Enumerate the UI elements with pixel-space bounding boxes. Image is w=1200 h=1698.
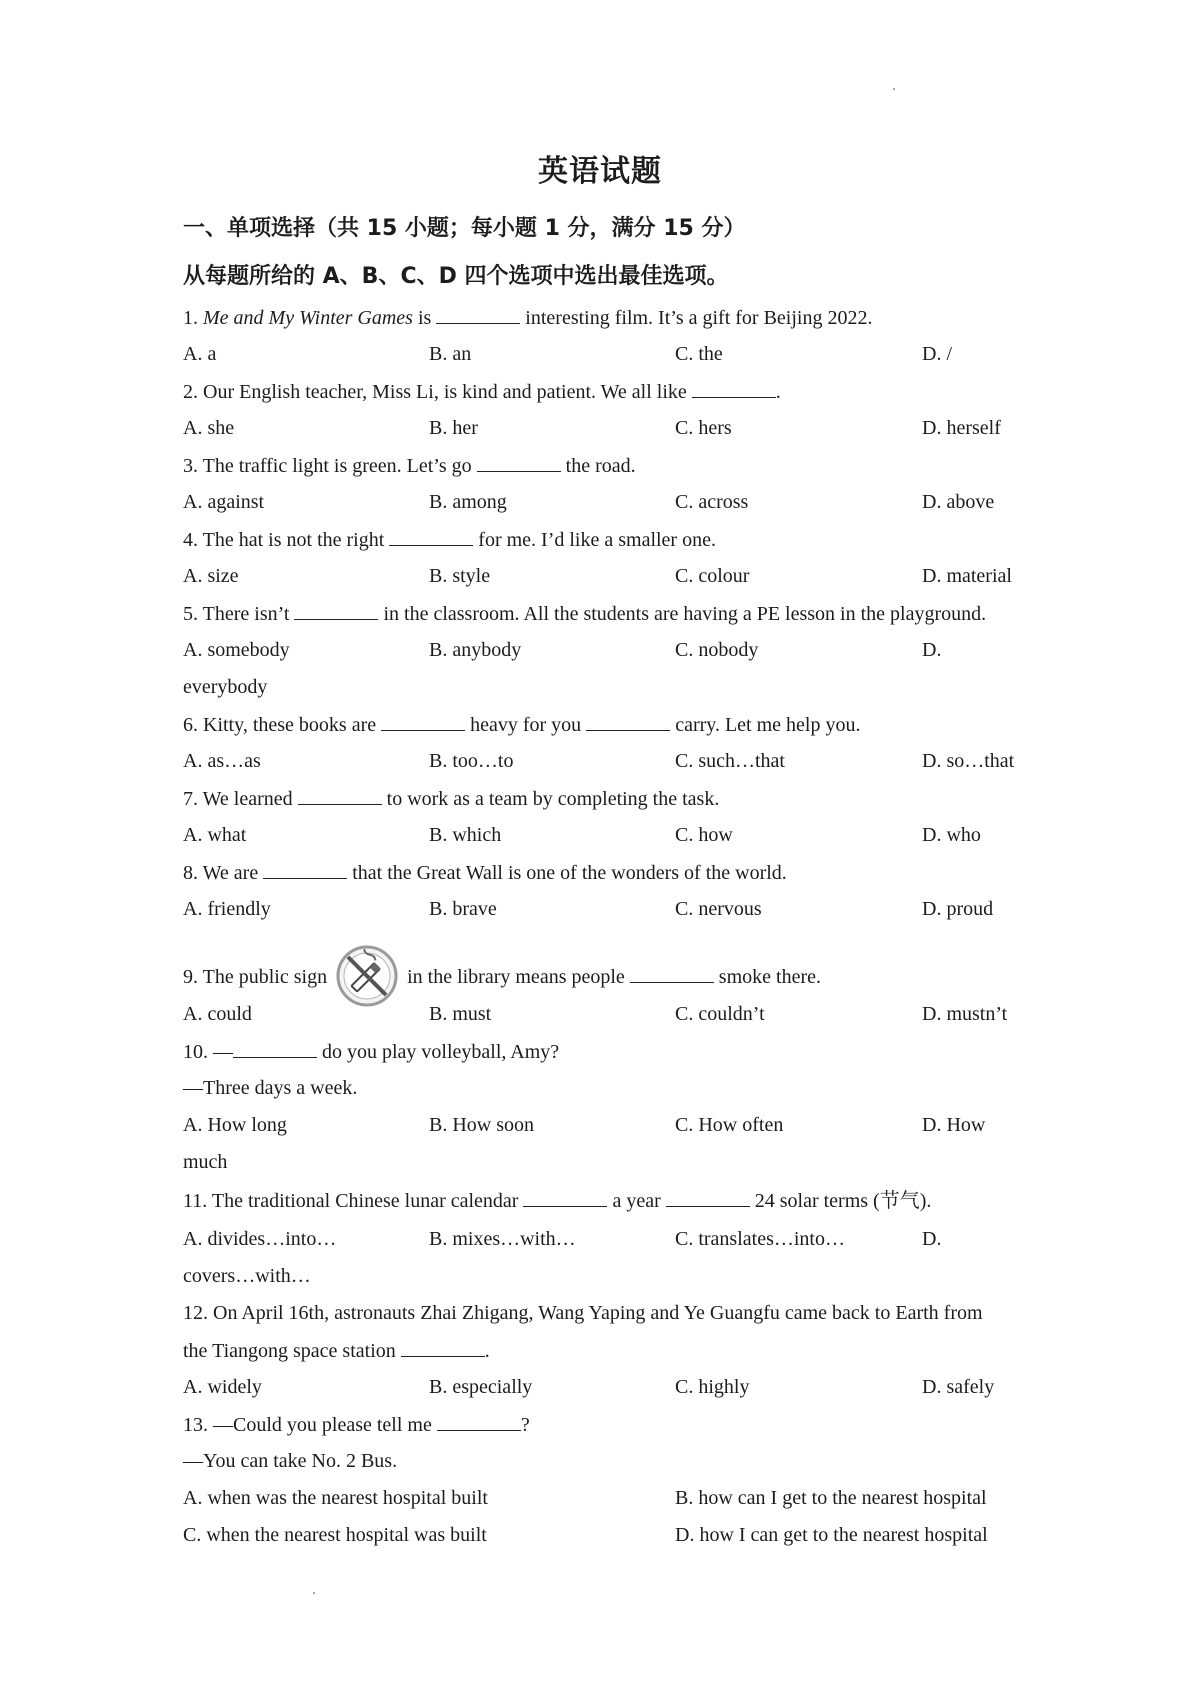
option-a: A. could bbox=[183, 1003, 252, 1025]
question-13-reply: —You can take No. 2 Bus. bbox=[183, 1450, 398, 1472]
answer-blank bbox=[401, 1338, 485, 1357]
option-a: A. she bbox=[183, 417, 235, 439]
question-12: 12. On April 16th, astronauts Zhai Zhigang, Wang Yaping and Ye Guangfu came back to Earth from bbox=[183, 1302, 983, 1324]
answer-blank bbox=[298, 786, 382, 805]
answer-blank bbox=[666, 1188, 750, 1207]
option-d: D. herself bbox=[922, 417, 1001, 439]
option-a: A. as…as bbox=[183, 750, 261, 772]
option-d: D. / bbox=[922, 343, 952, 365]
question-6: 6. Kitty, these books are heavy for you carry. Let me help you. bbox=[183, 714, 861, 736]
option-d-wrap: covers…with… bbox=[183, 1265, 311, 1287]
question-12-line2: the Tiangong space station . bbox=[183, 1340, 490, 1362]
option-a: A. what bbox=[183, 824, 247, 846]
option-d: D. above bbox=[922, 491, 995, 513]
option-d: D. how I can get to the nearest hospital bbox=[675, 1524, 988, 1546]
option-c: C. highly bbox=[675, 1376, 750, 1398]
option-a: A. somebody bbox=[183, 639, 290, 661]
option-b: B. how can I get to the nearest hospital bbox=[675, 1487, 987, 1509]
question-10-reply: —Three days a week. bbox=[183, 1077, 358, 1099]
option-a: A. widely bbox=[183, 1376, 262, 1398]
option-c: C. translates…into… bbox=[675, 1228, 845, 1250]
question-4: 4. The hat is not the right for me. I’d like a smaller one. bbox=[183, 529, 716, 551]
question-3: 3. The traffic light is green. Let’s go the road. bbox=[183, 455, 636, 477]
scan-speck bbox=[893, 88, 895, 90]
option-a: A. friendly bbox=[183, 898, 271, 920]
option-a: A. a bbox=[183, 343, 217, 365]
option-d-wrap: everybody bbox=[183, 676, 268, 698]
option-b: B. too…to bbox=[429, 750, 514, 772]
question-8: 8. We are that the Great Wall is one of the wonders of the world. bbox=[183, 862, 787, 884]
option-c: C. how bbox=[675, 824, 733, 846]
answer-blank bbox=[436, 305, 520, 324]
option-c: C. couldn’t bbox=[675, 1003, 765, 1025]
option-b: B. mixes…with… bbox=[429, 1228, 576, 1250]
option-c: C. nervous bbox=[675, 898, 762, 920]
option-d: D. bbox=[922, 639, 942, 661]
answer-blank bbox=[477, 453, 561, 472]
option-a: A. How long bbox=[183, 1114, 287, 1136]
question-13: 13. —Could you please tell me ? bbox=[183, 1414, 530, 1436]
option-b: B. her bbox=[429, 417, 478, 439]
option-d: D. mustn’t bbox=[922, 1003, 1008, 1025]
option-c: C. when the nearest hospital was built bbox=[183, 1524, 487, 1546]
option-c: C. hers bbox=[675, 417, 732, 439]
question-11: 11. The traditional Chinese lunar calendar a year 24 solar terms (节气). bbox=[183, 1190, 932, 1212]
answer-blank bbox=[586, 712, 670, 731]
option-d: D. so…that bbox=[922, 750, 1015, 772]
option-d: D. proud bbox=[922, 898, 994, 920]
option-b: B. style bbox=[429, 565, 491, 587]
answer-blank bbox=[263, 860, 347, 879]
option-b: B. brave bbox=[429, 898, 497, 920]
option-c: C. How often bbox=[675, 1114, 784, 1136]
option-b: B. which bbox=[429, 824, 502, 846]
question-5: 5. There isn’t in the classroom. All the students are having a PE lesson in the playground. bbox=[183, 603, 987, 625]
option-c: C. the bbox=[675, 343, 723, 365]
option-c: C. across bbox=[675, 491, 749, 513]
question-2: 2. Our English teacher, Miss Li, is kind and patient. We all like . bbox=[183, 381, 781, 403]
question-10: 10. — do you play volleyball, Amy? bbox=[183, 1041, 560, 1063]
section-instruction: 从每题所给的 A、B、C、D 四个选项中选出最佳选项。 bbox=[183, 264, 729, 289]
option-c: C. colour bbox=[675, 565, 750, 587]
option-c: C. such…that bbox=[675, 750, 785, 772]
option-c: C. nobody bbox=[675, 639, 759, 661]
no-smoking-icon bbox=[335, 944, 399, 1008]
option-d: D. material bbox=[922, 565, 1012, 587]
option-d: D. How bbox=[922, 1114, 986, 1136]
option-d: D. who bbox=[922, 824, 981, 846]
question-9: 9. The public sign in the library means people smoke there. bbox=[183, 945, 821, 1009]
answer-blank bbox=[381, 712, 465, 731]
option-a: A. against bbox=[183, 491, 265, 513]
option-b: B. among bbox=[429, 491, 507, 513]
option-d: D. safely bbox=[922, 1376, 995, 1398]
answer-blank bbox=[437, 1412, 521, 1431]
option-d-wrap: much bbox=[183, 1151, 228, 1173]
option-b: B. especially bbox=[429, 1376, 533, 1398]
option-b: B. must bbox=[429, 1003, 492, 1025]
answer-blank bbox=[692, 379, 776, 398]
answer-blank bbox=[630, 964, 714, 983]
question-7: 7. We learned to work as a team by completing the task. bbox=[183, 788, 720, 810]
option-b: B. How soon bbox=[429, 1114, 535, 1136]
option-a: A. when was the nearest hospital built bbox=[183, 1487, 488, 1509]
option-b: B. anybody bbox=[429, 639, 522, 661]
answer-blank bbox=[523, 1188, 607, 1207]
section-heading: 一、单项选择（共 15 小题；每小题 1 分，满分 15 分） bbox=[183, 216, 746, 241]
question-1: 1. Me and My Winter Games is interesting film. It’s a gift for Beijing 2022. bbox=[183, 307, 873, 329]
answer-blank bbox=[389, 527, 473, 546]
option-d: D. bbox=[922, 1228, 942, 1250]
option-a: A. divides…into… bbox=[183, 1228, 337, 1250]
answer-blank bbox=[233, 1039, 317, 1058]
page-title: 英语试题 bbox=[538, 154, 662, 189]
scan-speck bbox=[313, 1592, 315, 1594]
option-a: A. size bbox=[183, 565, 239, 587]
option-b: B. an bbox=[429, 343, 472, 365]
answer-blank bbox=[294, 601, 378, 620]
